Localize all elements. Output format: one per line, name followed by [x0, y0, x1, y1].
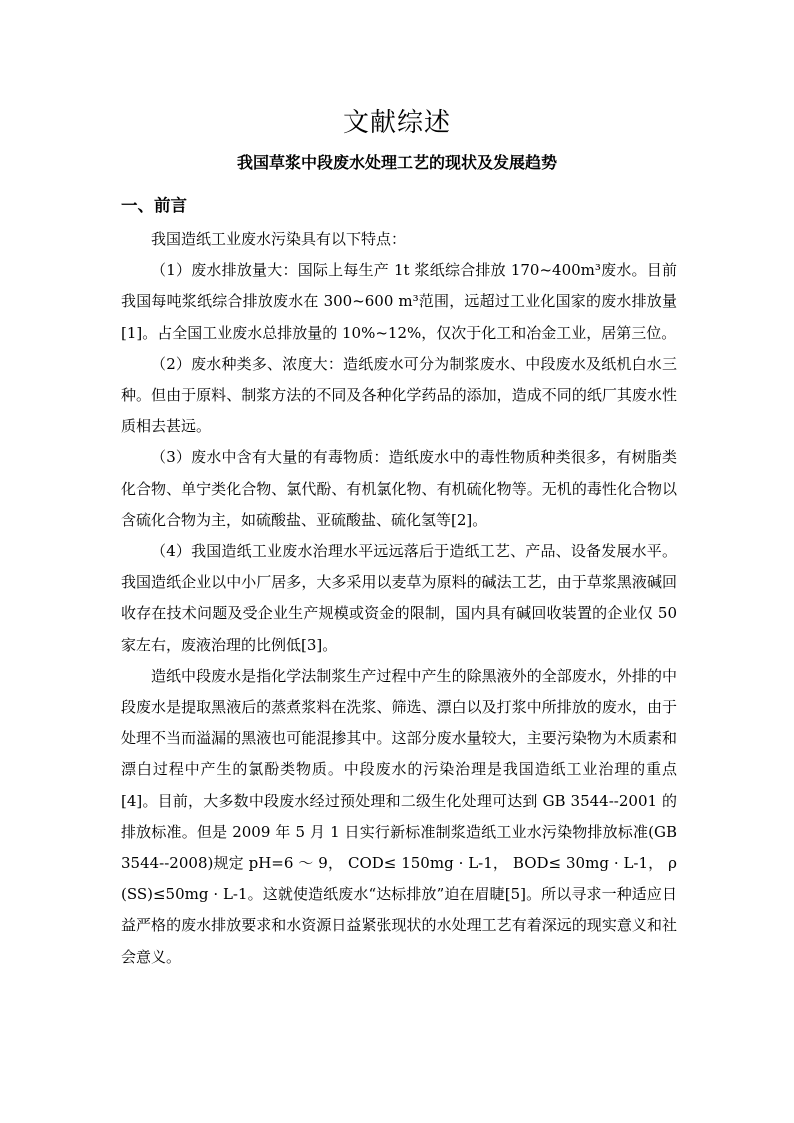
document-subtitle: 我国草浆中段废水处理工艺的现状及发展趋势 [236, 153, 557, 172]
document-body [121, 224, 677, 973]
paragraph-point-2: （2）废水种类多、浓度大：造纸废水可分为制浆废水、中段废水及纸机白水三种。但由于原料、制浆方法的不同及各种化学药品的添加，造成不同的纸厂其废水性质相去甚远。 [121, 354, 677, 436]
document-title: 文献综述 [342, 108, 451, 138]
paragraph-midstream-wastewater: 造纸中段废水是指化学法制浆生产过程中产生的除黑液外的全部废水，外排的中段废水是提取黑液后的蒸煮浆料在洗浆、筛选、漂白以及打浆中所排放的废水，由于处理不当而溢漏的黑液也可能混掺其中。这部分废水量较大，主要污染物为木质素和漂白过程中产生的氯酚类物质。中段废水的污染治理是我国造纸工业治理的重点[4]。目前，大多数中段废水经过预处理和二级生化处理可达到 GB 3544--2001 的排放标准。但是 2009 年 5 月 1 日实行新标准制浆造纸工业水污染物排放标准(GB 3544--2008)规定 pH=6 ～ 9， COD≤ 150mg · L-1， BOD≤ 30mg · L-1， ρ (SS)≤50mg · L-1。这就使造纸废水“达标排放”迫在眉睫[5]。所以寻求一种适应日益严格的废水排放要求和水资源日益紧张现状的水处理工艺有着深远的现实意义和社会意义。 [121, 666, 677, 966]
paragraph-intro: 我国造纸工业废水污染具有以下特点： [151, 230, 407, 248]
paragraph-point-4: （4）我国造纸工业废水治理水平远远落后于造纸工艺、产品、设备发展水平。我国造纸企业以中小厂居多，大多采用以麦草为原料的碱法工艺，由于草浆黑液碱回收存在技术问题及受企业生产规模或资金的限制，国内具有碱回收装置的企业仅 50 家左右，废液治理的比例低[3]。 [121, 542, 677, 654]
paragraph-point-3: （3）废水中含有大量的有毒物质：造纸废水中的毒性物质种类很多，有树脂类化合物、单宁类化合物、氯代酚、有机氯化物、有机硫化物等。无机的毒性化合物以含硫化合物为主，如硫酸盐、亚硫酸盐、硫化氢等[2]。 [121, 448, 677, 529]
paragraph-point-1: （1）废水排放量大：国际上每生产 1t 浆纸综合排放 170~400m³废水。目前我国每吨浆纸综合排放废水在 300~600 m³范围，远超过工业化国家的废水排放量[1]。占全国工业废水总排放量的 10%~12%，仅次于化工和冶金工业，居第三位。 [121, 261, 677, 342]
section-heading: 一、前言 [121, 196, 187, 215]
